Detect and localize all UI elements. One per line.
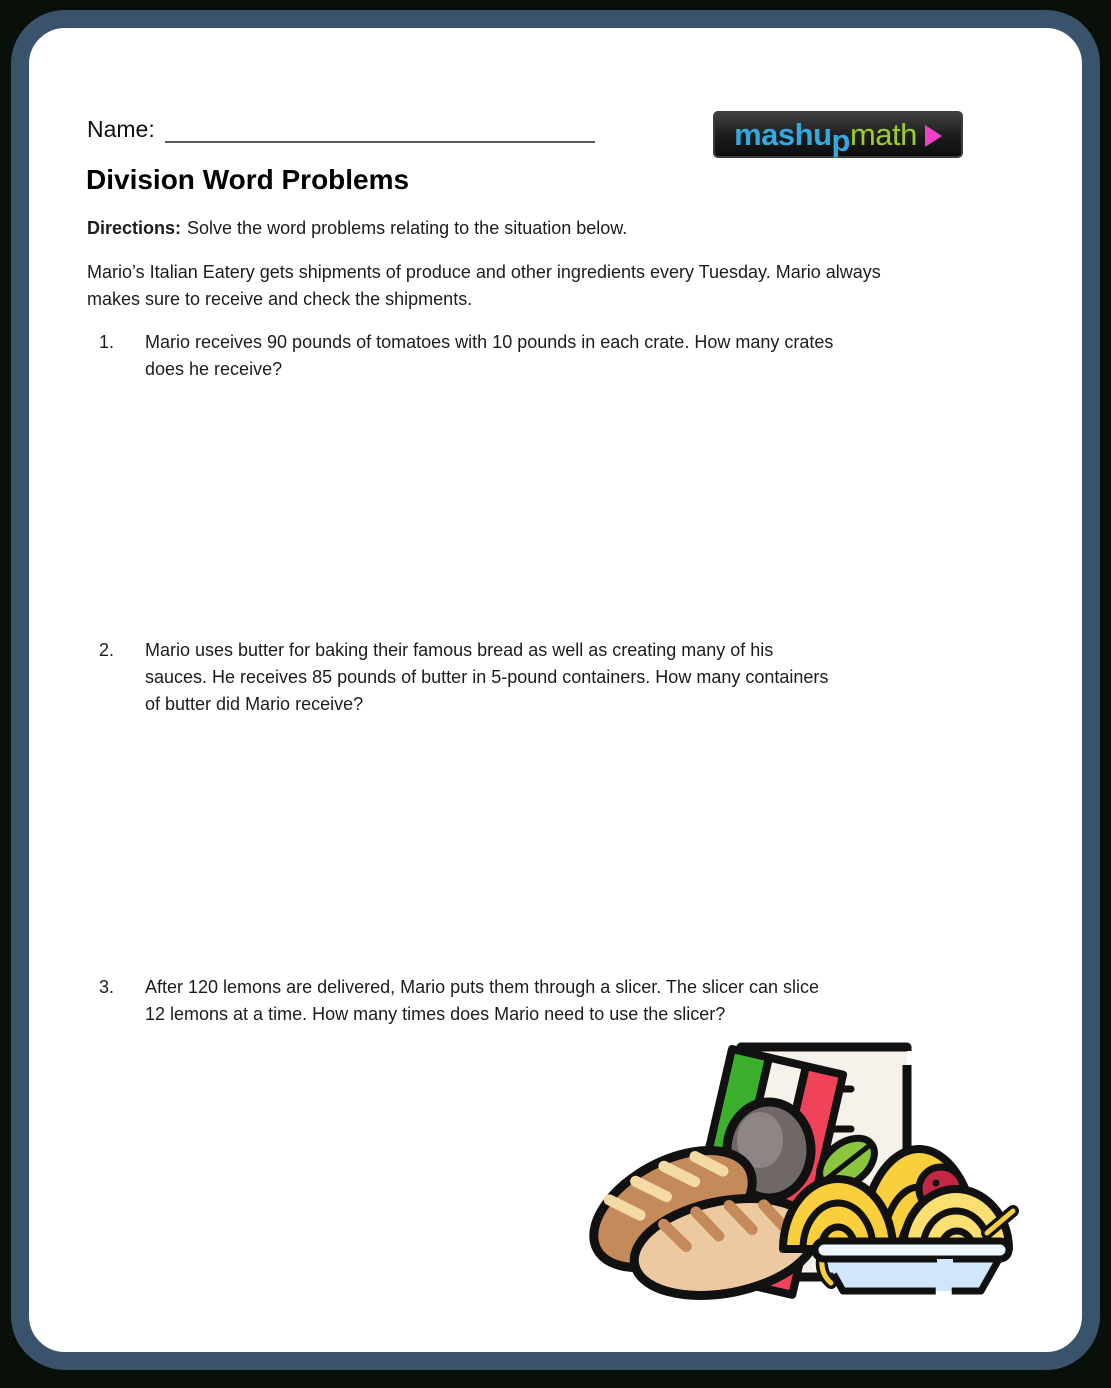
problem-line: sauces. He receives 85 pounds of butter in 5-pound containers. How many containers: [145, 667, 829, 687]
problem-line: After 120 lemons are delivered, Mario puts them through a slicer. The slicer can slice: [145, 977, 819, 997]
directions-text: Solve the word problems relating to the situation below.: [187, 218, 628, 238]
problem-3: [99, 974, 819, 1028]
problem-line: Mario receives 90 pounds of tomatoes with 10 pounds in each crate. How many crates: [145, 332, 834, 352]
problem-1: [99, 329, 833, 383]
mashupmath-logo: [713, 111, 963, 158]
problem-number: 1.: [99, 332, 115, 352]
mashupmath-logo-text: mashupmath: [734, 117, 917, 158]
problem-line: of butter did Mario receive?: [145, 694, 364, 714]
problem-line: Mario uses butter for baking their famous bread as well as creating many of his: [145, 640, 774, 660]
problem-line: 12 lemons at a time. How many times does Mario need to use the slicer?: [145, 1004, 726, 1024]
page-title: Division Word Problems: [86, 164, 410, 195]
intro-line: Mario’s Italian Eatery gets shipments of produce and other ingredients every Tuesday. Mario always: [87, 262, 881, 282]
name-blank-line: [165, 115, 595, 143]
intro-line: makes sure to receive and check the shipments.: [87, 289, 473, 309]
problem-line: does he receive?: [145, 359, 283, 379]
problem-number: 3.: [99, 977, 115, 997]
italian-food-illustration: [589, 1036, 1019, 1306]
name-label: Name:: [87, 116, 155, 142]
problem-2: [99, 637, 828, 718]
name-row: [87, 115, 595, 143]
play-triangle-icon: [925, 125, 942, 147]
intro-paragraph: [87, 259, 881, 313]
plate-icon: [815, 1241, 1009, 1291]
problem-text: [145, 974, 819, 1028]
italian-food-illustration-svg: [589, 1036, 1019, 1306]
directions: [87, 218, 627, 239]
problem-number: 2.: [99, 640, 115, 660]
problem-text: [145, 637, 828, 718]
worksheet-content: [29, 28, 1082, 1352]
directions-label: Directions:: [87, 218, 182, 238]
problem-text: [145, 329, 833, 383]
